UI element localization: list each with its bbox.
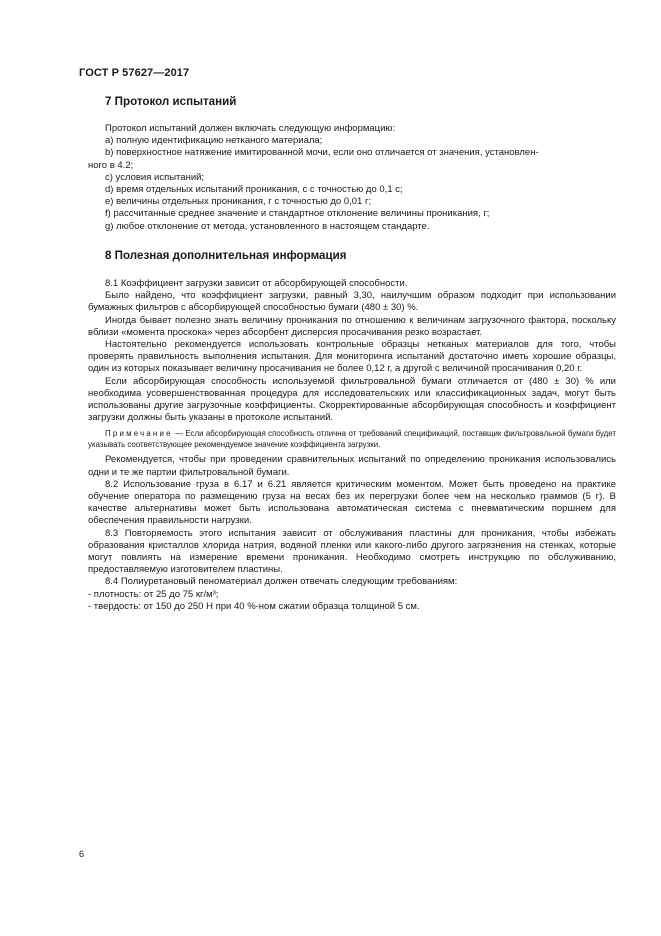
note-text: — Если абсорбирующая способность отлична от требований спецификаций, поставщик фильтровальной бумаги будет указывать соответствующее рекомендуемое значение коэффициента загрузки. (88, 429, 616, 450)
paragraph-8-3: 8.3 Повторяемость этого испытания зависит от обслуживания пластины для проникания, чтобы избежать образования кристаллов хлорида натрия, водяной пленки или какого-либо другого загрязнения на стенках, которые могут повлиять на измерение времени проникания. Необходимо смотреть инструкцию по обслуживанию, предоставляемую изготовителем пластины. (88, 527, 616, 576)
list-item: f) рассчитанные среднее значение и стандартное отклонение величины проникания, г; (105, 208, 490, 220)
requirement-item: - твердость: от 150 до 250 Н при 40 %-ном сжатии образца толщиной 5 см. (88, 600, 420, 612)
list-item: e) величины отдельных проникания, г с точностью до 0,01 г; (105, 196, 372, 208)
note (88, 428, 616, 450)
section-7-title: 7 Протокол испытаний (105, 95, 237, 108)
paragraph: Рекомендуется, чтобы при проведении сравнительных испытаний по определению проникания использовались одни и те же партии фильтровальной бумаги. (88, 454, 616, 478)
section-8-body (88, 278, 616, 613)
list-item: g) любое отклонение от метода, установленного в настоящем стандарте. (105, 220, 430, 232)
standard-number: ГОСТ Р 57627—2017 (79, 67, 190, 79)
paragraph: Было найдено, что коэффициент загрузки, равный 3,30, наилучшим образом подходит при использовании бумажных фильтров с абсорбирующей способностью бумаги (480 ± 30) %. (88, 290, 616, 314)
paragraph: Настоятельно рекомендуется использовать контрольные образцы нетканых материалов для того, чтобы проверять правильность выполнения испытания. Для мониторинга испытаний достаточно иметь хорошие образцы, один из которых показывает величину просачивания не более 0,12 г, а другой с величиной просачивания 0,20 г. (88, 339, 616, 375)
list-item: a) полную идентификацию нетканого материала; (105, 135, 323, 147)
page-number: 6 (79, 849, 85, 859)
list-item: c) условия испытаний; (105, 171, 205, 183)
list-item: d) время отдельных испытаний проникания, с с точностью до 0,1 с; (105, 184, 403, 196)
requirement-item: - плотность: от 25 до 75 кг/м³; (88, 588, 219, 600)
paragraph-8-2: 8.2 Использование груза в 6.17 и 6.21 является критическим моментом. Может быть проведено на практике обучение оператора по размещению груза на весах без их перегрузки более чем на несколько граммов (5 г). В качестве альтернативы может быть использована автоматическая система с пневматическим поршнем для обеспечения правильности нагрузки. (88, 478, 616, 527)
list-item-continuation: ного в 4.2; (88, 159, 134, 171)
list-item: b) поверхностное натяжение имитированной мочи, если оно отличается от значения, установлен- (105, 147, 539, 159)
note-label: Примечание (105, 429, 173, 439)
section-8-title: 8 Полезная дополнительная информация (105, 249, 347, 262)
paragraph-8-1: 8.1 Коэффициент загрузки зависит от абсорбирующей способности. (105, 278, 408, 289)
section-7-body (88, 123, 616, 233)
paragraph: Иногда бывает полезно знать величину проникания по отношению к величинам загрузочного фактора, поскольку вблизи «момента проскока» через абсорбент дисперсия просачивания резко возрастает. (88, 314, 616, 338)
paragraph-8-4: 8.4 Полиуретановый пеноматериал должен отвечать следующим требованиям: (105, 576, 458, 588)
section-7-intro: Протокол испытаний должен включать следующую информацию: (105, 123, 396, 134)
paragraph: Если абсорбирующая способность используемой фильтровальной бумаги отличается от (480 ± 30) % или необходима усовершенствованная процедура для исследовательских или классификационных задач, могут быть использованы другие загрузочные коэффициенты. Скорректированные абсорбирующая способность и коэффициент загрузки должны быть указаны в протоколе испытаний. (88, 375, 616, 424)
